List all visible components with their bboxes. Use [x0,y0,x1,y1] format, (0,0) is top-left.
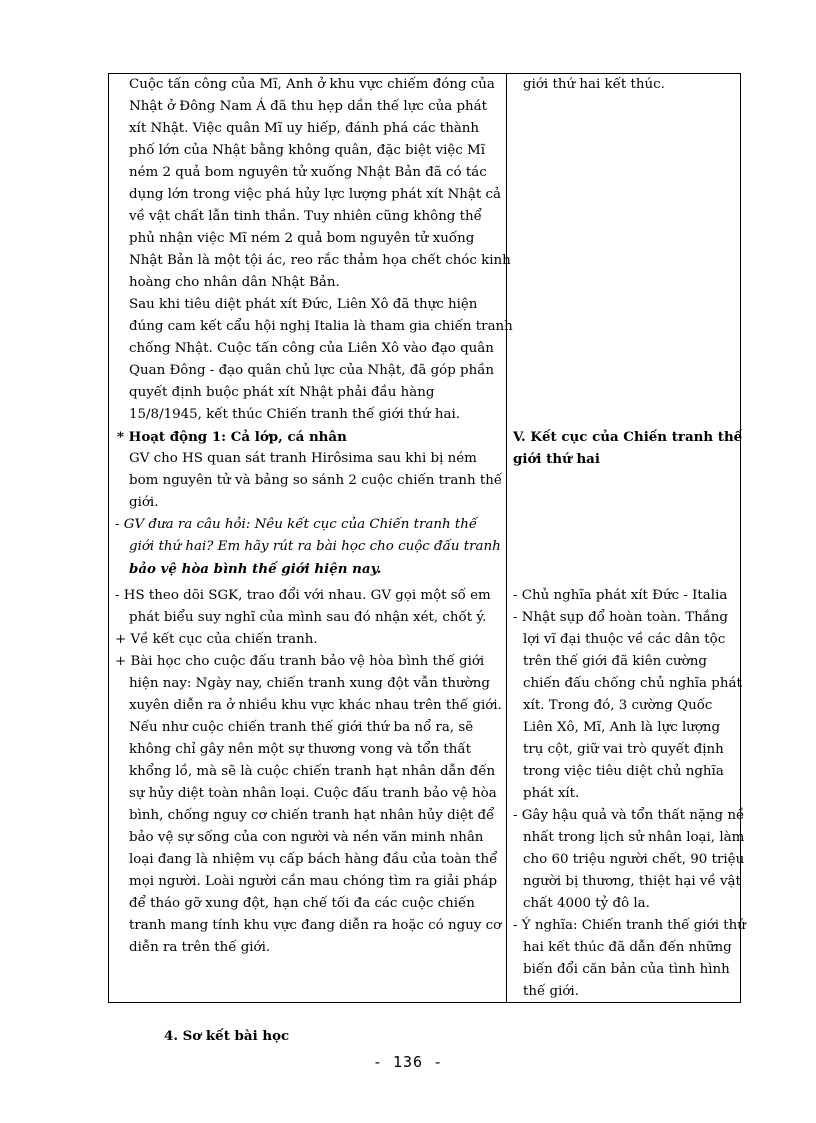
text-line: trên thế giới đã kiên cường [523,654,707,669]
text-line: Cuộc tấn công của Mĩ, Anh ở khu vực chiếm đóng của [129,77,495,92]
text-line: diễn ra trên thế giới. [129,940,271,955]
bullet-line: - Chủ nghĩa phát xít Đức - Italia [513,588,728,603]
text-line: loại đang là nhiệm vụ cấp bách hàng đầu của toàn thể [129,852,498,867]
section-title: 4. Sơ kết bài học [164,1028,290,1044]
text-line: - HS theo dõi SGK, trao đổi với nhau. GV gọi một số em [115,588,491,603]
lesson-table [108,73,746,1003]
text-line: giới thứ hai kết thúc. [523,77,665,92]
text-line: chống Nhật. Cuộc tấn công của Liên Xô vào đạo quân [129,341,494,356]
column-divider [506,74,507,1002]
text-line: người bị thương, thiệt hại về vật [523,874,741,889]
question-line: giới thứ hai? Em hãy rút ra bài học cho cuộc đấu tranh [129,539,501,554]
text-line: phát biểu suy nghĩ của mình sau đó nhận xét, chốt ý. [129,610,487,625]
text-line: nhất trong lịch sử nhân loại, làm [523,830,745,845]
text-line: xuyên diễn ra ở nhiều khu vực khác nhau trên thế giới. [129,698,502,713]
text-line: hiện nay: Ngày nay, chiến tranh xung đột vẫn thường [129,676,490,691]
page-number: - 136 - [372,1053,444,1071]
text-line: giới. [129,495,159,510]
text-line: + Bài học cho cuộc đấu tranh bảo vệ hòa bình thế giới [115,654,485,669]
text-line: GV cho HS quan sát tranh Hirôsima sau khi bị ném [129,451,477,466]
text-line: ném 2 quả bom nguyên tử xuống Nhật Bản đã có tác [129,165,487,180]
activity-heading: * Hoạt động 1: Cả lớp, cá nhân [117,429,347,445]
text-line: phố lớn của Nhật bằng không quân, đặc biệt việc Mĩ [129,143,486,158]
section-heading: V. Kết cục của Chiến tranh thế [513,429,743,445]
text-line: để tháo gỡ xung đột, hạn chế tối đa các cuộc chiến [129,896,475,911]
text-line: chất 4000 tỷ đô la. [523,896,650,911]
text-line: thế giới. [523,984,579,999]
text-line: bảo vệ sự sống của con người và nền văn minh nhân [129,830,484,845]
text-line: mọi người. Loài người cần mau chóng tìm ra giải pháp [129,874,498,889]
text-line: + Về kết cục của chiến tranh. [115,632,318,647]
text-line: không chỉ gây nên một sự thương vong và tổn thất [129,742,471,757]
section-heading: giới thứ hai [513,451,600,467]
text-line: trụ cột, giữ vai trò quyết định [523,742,724,757]
text-line: hoàng cho nhân dân Nhật Bản. [129,275,340,290]
text-line: đúng cam kết cẩu hội nghị Italia là tham gia chiến tranh [129,319,513,334]
text-line: xít. Trong đó, 3 cường Quốc [523,698,713,713]
text-line: xít Nhật. Việc quân Mĩ uy hiếp, đánh phá các thành [129,121,480,136]
question-line: bảo vệ hòa bình thế giới hiện nay. [129,561,382,577]
text-line: trong việc tiêu diệt chủ nghĩa [523,764,724,779]
text-line: biến đổi căn bản của tình hình [523,962,730,977]
text-line: bình, chống nguy cơ chiến tranh hạt nhân hủy diệt để [129,808,495,823]
text-line: Nếu như cuộc chiến tranh thế giới thứ ba nổ ra, sẽ [129,720,474,735]
text-line: khổng lồ, mà sẽ là cuộc chiến tranh hạt nhân dẫn đến [129,764,496,779]
question-line: - GV đưa ra câu hỏi: Nêu kết cục của Chiến tranh thế [115,517,478,532]
text-line: lợi vĩ đại thuộc về các dân tộc [523,632,726,647]
text-line: tranh mang tính khu vực đang diễn ra hoặc có nguy cơ [129,918,502,933]
text-line: phát xít. [523,786,580,801]
text-line: 15/8/1945, kết thúc Chiến tranh thế giới thứ hai. [129,407,461,422]
text-line: Nhật Bản là một tội ác, reo rắc thảm họa chết chóc kinh [129,253,511,268]
bullet-line: - Ý nghĩa: Chiến tranh thế giới thứ [513,918,746,933]
text-line: cho 60 triệu người chết, 90 triệu [523,852,745,867]
text-line: chiến đấu chống chủ nghĩa phát [523,676,742,691]
text-line: về vật chất lẫn tinh thần. Tuy nhiên cũng không thể [129,209,482,224]
text-line: Sau khi tiêu diệt phát xít Đức, Liên Xô đã thực hiện [129,297,478,312]
text-line: bom nguyên tử và bảng so sánh 2 cuộc chiến tranh thế [129,473,503,488]
text-line: quyết định buộc phát xít Nhật phải đầu hàng [129,385,435,400]
text-line: sự hủy diệt toàn nhân loại. Cuộc đấu tranh bảo vệ hòa [129,786,497,801]
text-line: hai kết thúc đã dẫn đến những [523,940,732,955]
bullet-line: - Nhật sụp đổ hoàn toàn. Thắng [513,610,728,625]
text-line: phủ nhận việc Mĩ ném 2 quả bom nguyên tử xuống [129,231,475,246]
text-line: dụng lớn trong việc phá hủy lực lượng phát xít Nhật cả [129,187,502,202]
text-line: Nhật ở Đông Nam Á đã thu hẹp dần thế lực của phát [129,99,488,114]
text-line: Quan Đông - đạo quân chủ lực của Nhật, đã góp phần [129,363,495,378]
bullet-line: - Gây hậu quả và tổn thất nặng nề [513,808,745,823]
text-line: Liên Xô, Mĩ, Anh là lực lượng [523,720,721,735]
